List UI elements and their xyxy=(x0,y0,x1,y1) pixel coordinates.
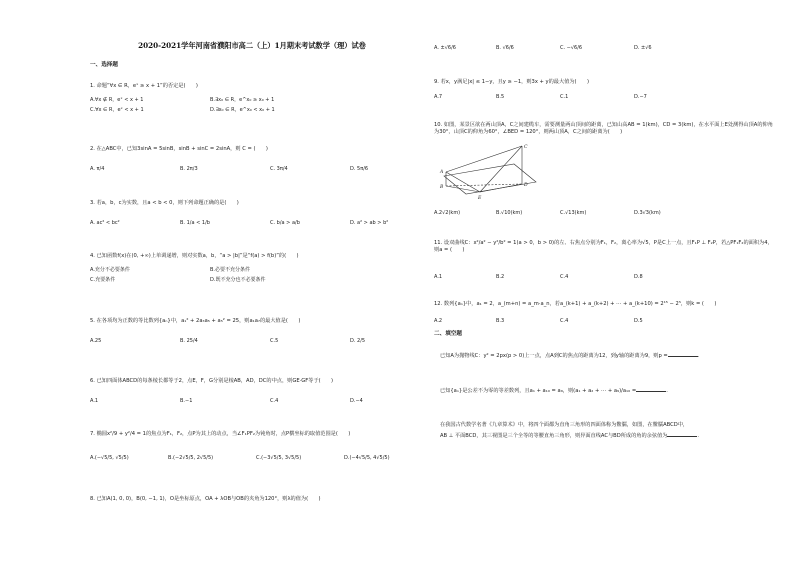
q11-option-a: A.1 xyxy=(434,274,443,280)
fill-1-blank xyxy=(668,352,698,357)
question-1: 1. 命题“∀x ∈ R，eˣ ≥ x + 1”的否定是( ) xyxy=(90,83,198,89)
q8-option-d: D. ±√6 xyxy=(634,45,652,51)
line-ac xyxy=(446,146,522,172)
q12-option-d: D.5 xyxy=(634,318,643,324)
q11-option-d: D.8 xyxy=(634,274,643,280)
q3-option-d: D. a² > ab > b² xyxy=(350,220,389,226)
q7-option-b: B.(−2√5/5, 2√5/5) xyxy=(168,455,214,461)
q5-option-d: D. 2/5 xyxy=(350,338,366,344)
q2-option-b: B. 2π/3 xyxy=(180,166,198,172)
question-4: 4. 已知函数f(x)在(0, +∞)上单调递增，则对实数a，b，“a > |b|”是“f(a) > f(b)”的( ) xyxy=(90,253,299,259)
question-12: 12. 数列{aₙ}中，a₁ = 2，a_(m+n) = a_m·a_n，若a_(k+1) + a_(k+2) + ⋯ + a_(k+10) = 2¹⁵ − 2⁵，则k = ( ) xyxy=(434,301,717,307)
line-bd xyxy=(446,184,522,186)
mountain-figure xyxy=(438,142,548,204)
fill-question-2 xyxy=(440,387,668,394)
q7-option-a: A.(−√5/5, √5/5) xyxy=(90,455,129,461)
q4-option-d: D.既不充分也不必要条件 xyxy=(210,277,266,283)
question-7: 7. 椭圆x²/9 + y²/4 = 1的焦点为F₁，F₂，点P为其上的动点，当∠F₁PF₂为钝角时，点P横坐标的取值范围是( ) xyxy=(90,431,351,437)
q3-option-b: B. 1/a < 1/b xyxy=(180,220,210,226)
fill-2-blank xyxy=(636,387,666,392)
q7-option-c: C.(−3√5/5, 3√5/5) xyxy=(256,455,302,461)
fill-2-tail: . xyxy=(666,388,668,394)
q11-option-c: C.4 xyxy=(560,274,569,280)
question-8: 8. 已知A(1, 0, 0)，B(0, −1, 1)，O是坐标原点，OA + λOB与OB的夹角为120°，则λ的值为( ) xyxy=(90,496,321,502)
label-b: B xyxy=(440,185,444,190)
q5-option-c: C.5 xyxy=(270,338,279,344)
question-6: 6. 已知四面体ABCD的每条棱长都等于2，点E，F，G分别是棱AB，AD，DC的中点，则GE·GF等于( ) xyxy=(90,378,334,384)
q6-option-c: C.4 xyxy=(270,398,279,404)
section-choice: 一、选择题 xyxy=(90,62,118,68)
exam-title: 2020-2021学年河南省濮阳市高二（上）1月期末考试数学（理）试卷 xyxy=(138,41,366,50)
fill-question-3-line-2 xyxy=(440,432,699,439)
q9-option-a: A.7 xyxy=(434,94,443,100)
q10-option-c: C.√13(km) xyxy=(560,210,587,216)
q5-option-a: A.25 xyxy=(90,338,102,344)
question-10: 10. 如图，某景区欲在两山顶A，C之间建缆车，需要测量两山顶间的距离，已知山高AB = 1(km)，CD = 3(km)，在水平面上E处测得山顶A的仰角为30°，山顶C的仰角为60°，∠BED = 120°，则两山顶A，C之间的距离为( ) xyxy=(434,122,773,135)
q10-option-b: B.√10(km) xyxy=(496,210,523,216)
fill-3-blank xyxy=(667,432,700,439)
q10-option-d: D.3√3(km) xyxy=(634,210,661,216)
q4-option-b: B.必要不充分条件 xyxy=(210,267,251,273)
q8-option-b: B. √6/6 xyxy=(496,45,514,51)
q10-option-a: A.2√2(km) xyxy=(434,210,461,216)
q6-option-a: A.1 xyxy=(90,398,99,404)
q12-option-a: A.2 xyxy=(434,318,443,324)
fill-1-stem: 已知A为抛物线C：y² = 2px(p > 0)上一点，点A到C的焦点的距离为12，到y轴的距离为9，则p = xyxy=(440,353,668,359)
label-e: E xyxy=(478,196,482,201)
label-a: A xyxy=(440,170,444,175)
q1-option-d: D.∃x₀ ∈ R，e^x₀ < x₀ + 1 xyxy=(210,107,275,113)
fill-2-stem: 已知{aₙ}是公差不为零的等差数列，且a₁ + a₁₀ = a₉，则(a₁ + a₂ + ⋯ + a₉)/a₁₀ = xyxy=(440,388,637,394)
q2-option-c: C. 3π/4 xyxy=(270,166,288,172)
label-d: D xyxy=(524,183,528,188)
question-3: 3. 若a，b，c为实数，且a < b < 0，则下列命题正确的是( ) xyxy=(90,200,239,206)
q8-option-a: A. ±√6/6 xyxy=(434,45,456,51)
q1-option-b: B.∃x₀ ∈ R，e^x₀ ≥ x₀ + 1 xyxy=(210,97,275,103)
q9-option-d: D.−7 xyxy=(634,94,647,100)
q2-option-d: D. 5π/6 xyxy=(350,166,369,172)
fill-question-1 xyxy=(440,352,699,359)
fill-3-tail: . xyxy=(697,433,700,439)
q1-option-c: C.∀x ∈ R，eˣ < x + 1 xyxy=(90,107,144,113)
q5-option-b: B. 25/4 xyxy=(180,338,198,344)
q2-option-a: A. π/4 xyxy=(90,166,105,172)
q8-option-c: C. −√6/6 xyxy=(560,45,583,51)
label-c: C xyxy=(524,145,528,150)
q4-option-a: A.充分不必要条件 xyxy=(90,267,130,273)
q9-option-b: B.5 xyxy=(496,94,505,100)
fill-1-tail: . xyxy=(697,353,700,359)
question-11: 11. 设双曲线C：x²/a² − y²/b² = 1(a > 0，b > 0)的左、右焦点分别为F₁，F₂，离心率为√5，P是C上一点，且F₁P ⊥ F₂P，若△PF₁F₂的面积为4，则a = ( ) xyxy=(434,240,773,253)
q11-option-b: B.2 xyxy=(496,274,505,280)
q4-option-c: C.充要条件 xyxy=(90,277,116,283)
q9-option-c: C.1 xyxy=(560,94,569,100)
q12-option-c: C.4 xyxy=(560,318,569,324)
q3-option-c: C. b/a > a/b xyxy=(270,220,300,226)
question-5: 5. 在各项均为正数的等比数列{aₙ}中，a₁² + 2a₃a₅ + a₅² = 25，则a₁a₇的最大值是( ) xyxy=(90,318,301,324)
q7-option-d: D.(−4√5/5, 4√5/5) xyxy=(344,455,390,461)
left-column xyxy=(82,0,422,562)
section-fill: 二、填空题 xyxy=(434,331,462,337)
q6-option-d: D.−4 xyxy=(350,398,363,404)
right-column xyxy=(434,0,774,562)
q1-option-a: A.∀x ∉ R，eˣ < x + 1 xyxy=(90,97,144,103)
q12-option-b: B.3 xyxy=(496,318,505,324)
question-9: 9. 若x，y满足|x| ≤ 1−y，且y ≥ −1，则3x + y的最大值为( ) xyxy=(434,79,589,85)
q3-option-a: A. ac² < bc² xyxy=(90,220,120,226)
fill-question-3-line-1: 在我国古代数学名著《九章算术》中，将四个面都为直角三角形的四面体称为鳖臑，如图，在鳖臑ABCD中， xyxy=(440,422,689,428)
fill-3-stem: AB ⊥ 平面BCD，其三视图是三个全等的等腰直角三角形，则异面直线AC与BD所成的角的余弦值为 xyxy=(440,433,668,439)
question-2: 2. 在△ABC中，已知3sinA = 5sinB，sinB + sinC = 2sinA，则 C = ( ) xyxy=(90,146,268,152)
q6-option-b: B.−1 xyxy=(180,398,193,404)
